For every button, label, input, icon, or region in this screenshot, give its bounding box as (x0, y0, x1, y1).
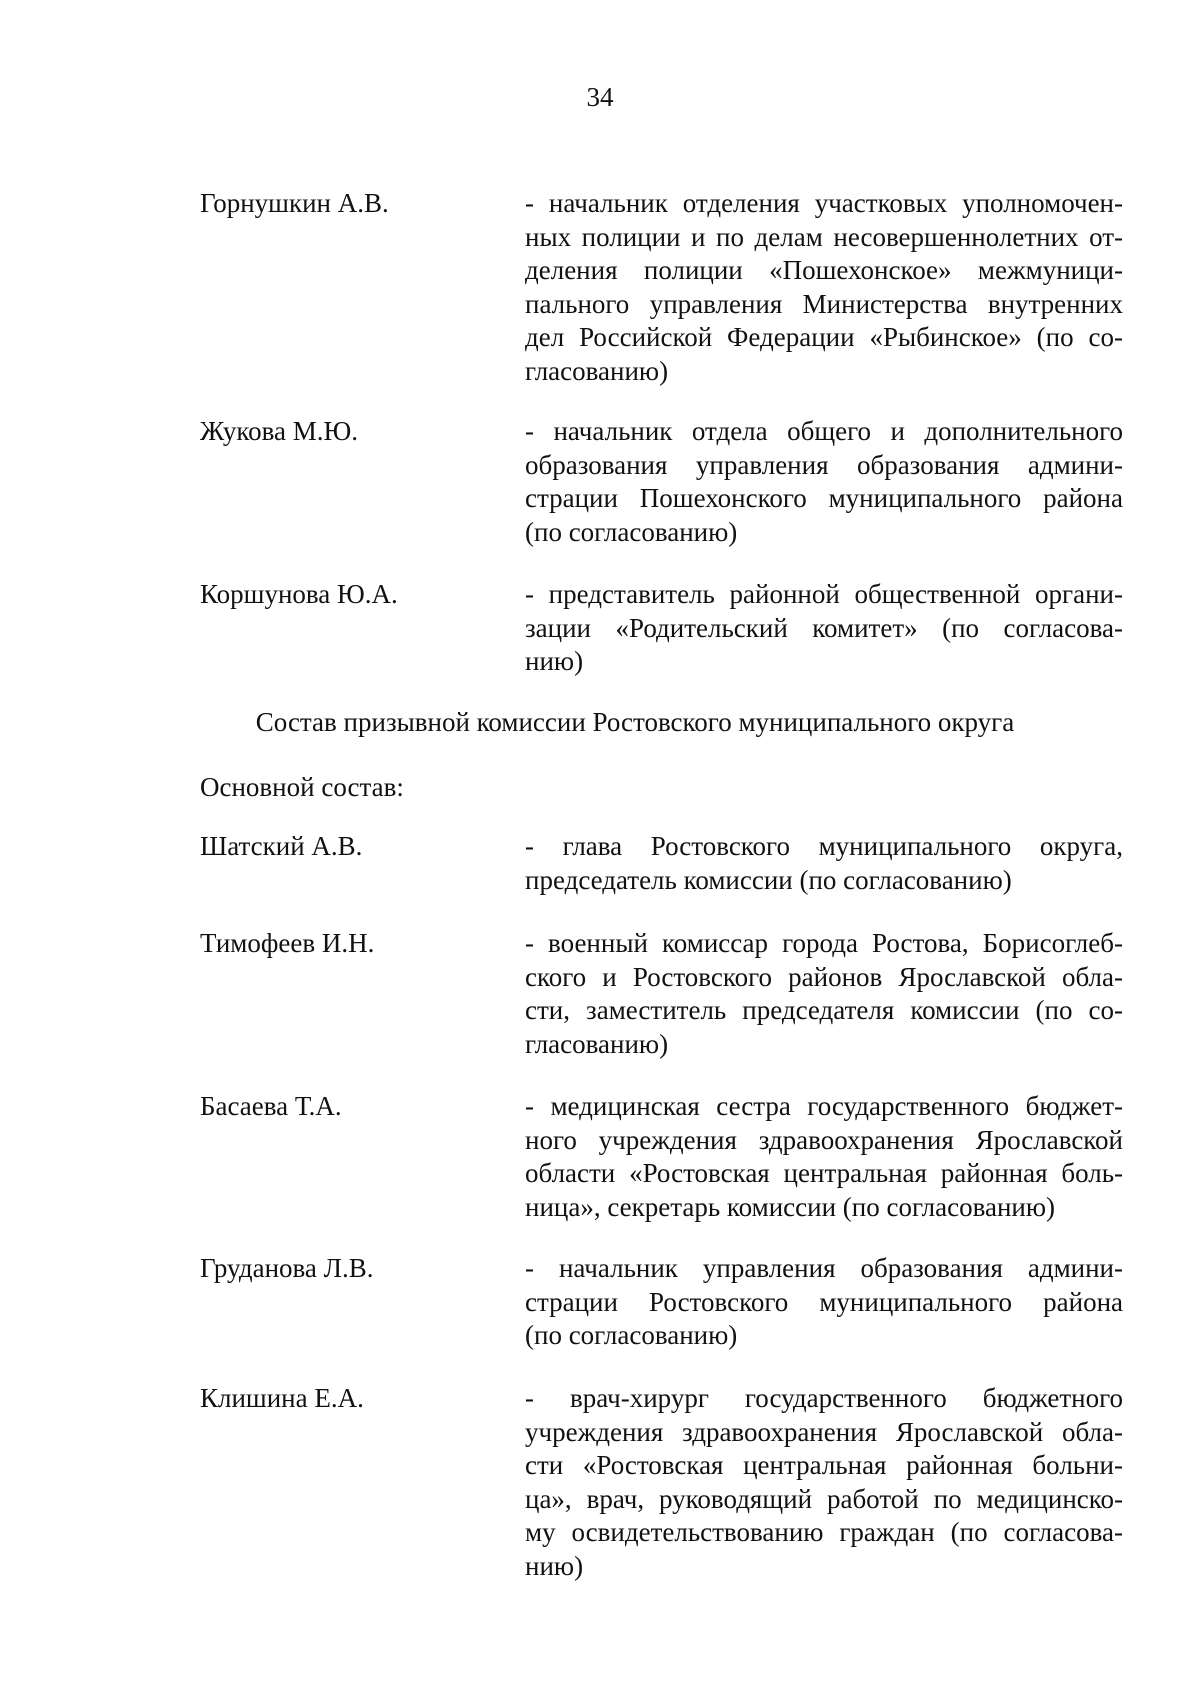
description-line: учреждения здравоохранения Ярославской обла- (525, 1416, 1123, 1447)
description-line: дел Российской Федерации «Рыбинское» (по со- (525, 322, 1123, 352)
description-line: нию) (525, 1550, 584, 1581)
description-line: области «Ростовская центральная районная боль- (525, 1158, 1123, 1188)
member-description (525, 187, 1123, 388)
description-line: сти «Ростовская центральная районная больни- (525, 1450, 1123, 1480)
description-line: - начальник отдела общего и дополнительного (525, 416, 1123, 446)
member-name: Коршунова Ю.А. (200, 579, 398, 609)
member-description (525, 415, 1123, 549)
description-line: нию) (525, 646, 584, 676)
description-line: - медицинская сестра государственного бюджет- (525, 1091, 1123, 1121)
member-name: Шатский А.В. (200, 831, 363, 861)
description-line: ского и Ростовского районов Ярославской обла- (525, 961, 1123, 992)
member-name: Груданова Л.В. (200, 1253, 374, 1283)
description-line: - представитель районной общественной органи- (525, 579, 1123, 609)
description-line: - начальник управления образования админи- (525, 1253, 1123, 1283)
description-line: деления полиции «Пошехонское» межмуници- (525, 255, 1123, 285)
member-description (525, 1382, 1123, 1583)
page-number: 34 (586, 82, 614, 112)
description-line: му освидетельствованию граждан (по согласова- (525, 1517, 1123, 1547)
member-description (525, 1252, 1123, 1353)
description-line: председатель комиссии (по согласованию) (525, 864, 1012, 895)
description-line: ного учреждения здравоохранения Ярославской (525, 1124, 1123, 1155)
member-name: Басаева Т.А. (200, 1091, 342, 1121)
description-line: ных полиции и по делам несовершеннолетних от- (525, 221, 1123, 252)
description-line: - врач-хирург государственного бюджетного (525, 1383, 1123, 1413)
description-line: сти, заместитель председателя комиссии (по со- (525, 995, 1123, 1025)
description-line: гласованию) (525, 1028, 669, 1059)
description-line: гласованию) (525, 355, 669, 386)
member-description (525, 578, 1123, 679)
description-line: - начальник отделения участковых уполномочен- (525, 188, 1123, 218)
description-line: - глава Ростовского муниципального округа, (525, 831, 1123, 861)
description-line: - военный комиссар города Ростова, Борисоглеб- (525, 928, 1123, 958)
description-line: пального управления Министерства внутренних (525, 288, 1123, 319)
member-description (525, 927, 1123, 1061)
description-line: зации «Родительский комитет» (по согласова- (525, 612, 1123, 643)
description-line: образования управления образования админи- (525, 449, 1123, 480)
section-title: Состав призывной комиссии Ростовского муниципального округа (255, 707, 1015, 737)
member-description (525, 1090, 1123, 1224)
description-line: страции Ростовского муниципального района (525, 1286, 1123, 1317)
description-line: (по согласованию) (525, 1320, 738, 1350)
subsection-title: Основной состав: (200, 772, 404, 802)
description-line: (по согласованию) (525, 516, 738, 547)
description-line: ца», врач, руководящий работой по медицинско- (525, 1483, 1123, 1514)
member-name: Клишина Е.А. (200, 1383, 364, 1413)
member-description (525, 830, 1123, 897)
member-name: Жукова М.Ю. (200, 416, 359, 446)
description-line: ница», секретарь комиссии (по согласованию) (525, 1191, 1056, 1222)
member-name: Горнушкин А.В. (200, 188, 389, 218)
description-line: страции Пошехонского муниципального района (525, 483, 1123, 513)
member-name: Тимофеев И.Н. (200, 928, 375, 958)
